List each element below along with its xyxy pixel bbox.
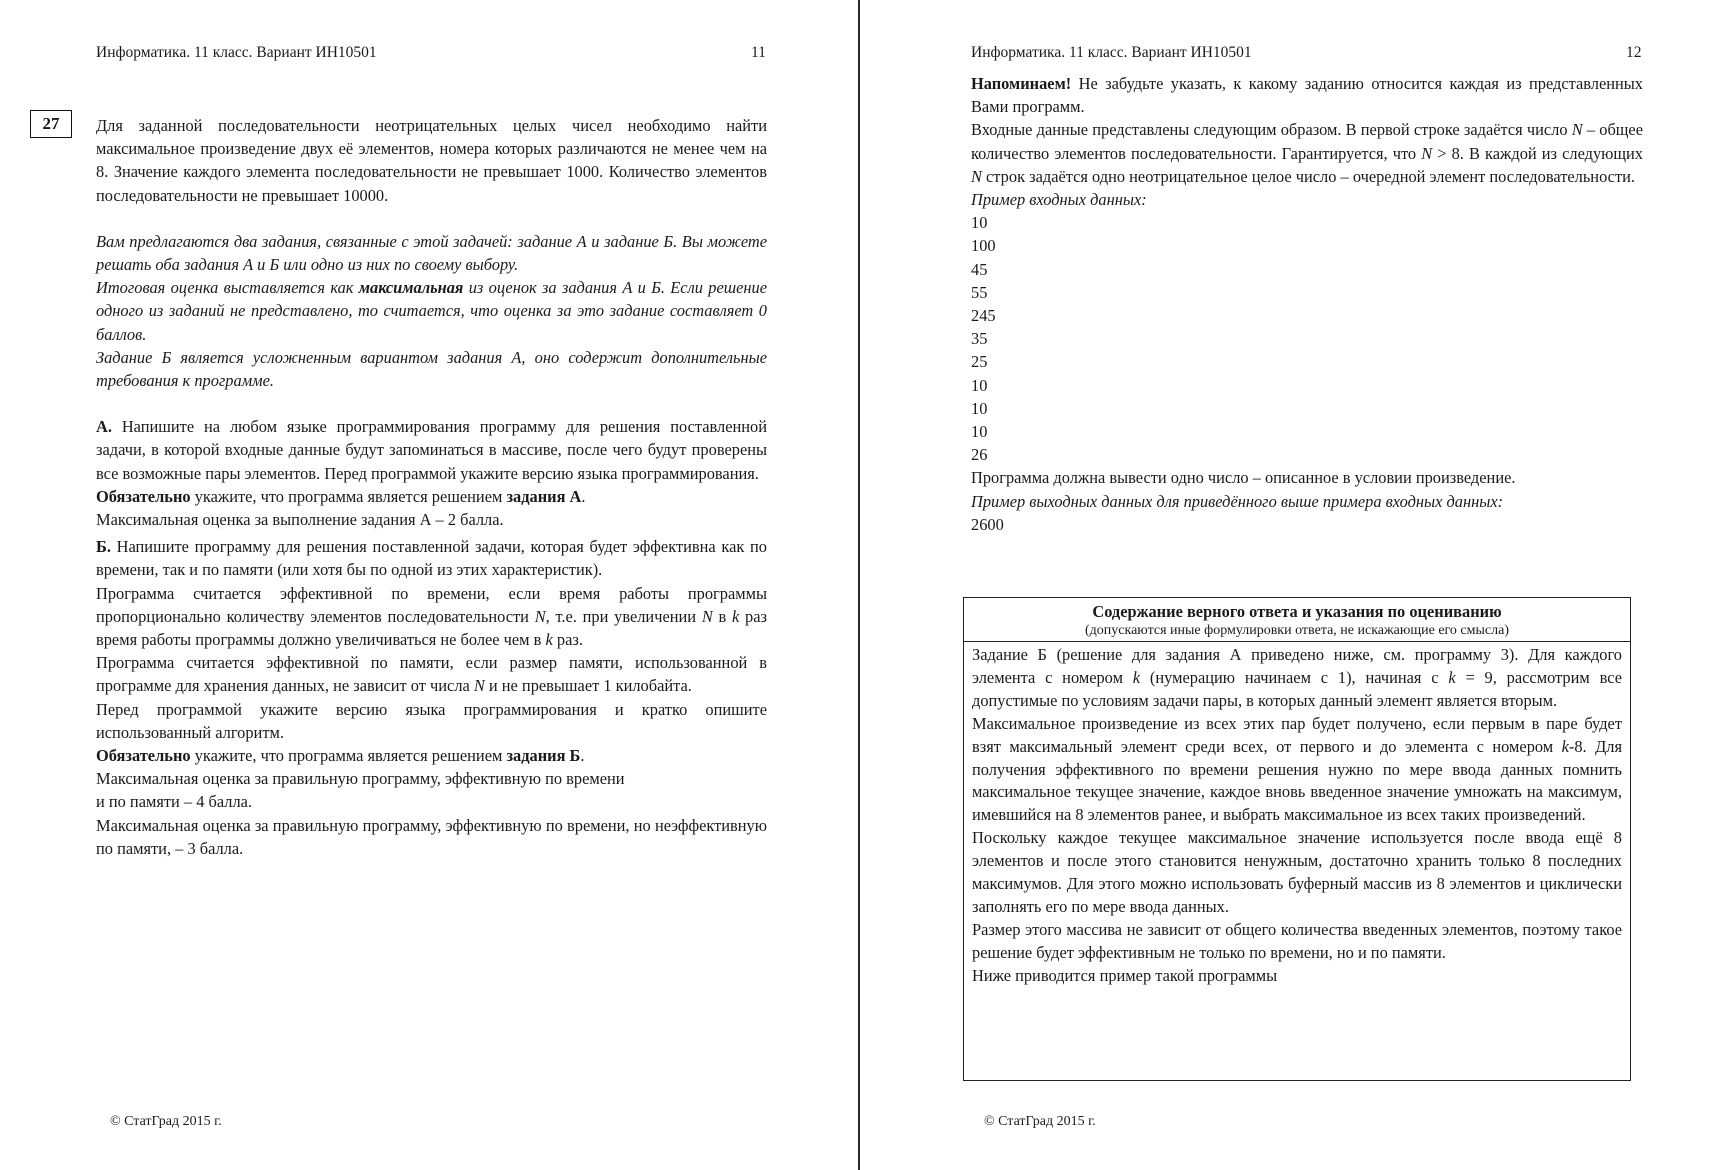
answer-title: Содержание верного ответа и указания по оцениванию [1092, 602, 1502, 621]
left-page [0, 0, 858, 1170]
header-title: Информатика. 11 класс. Вариант ИН10501 [96, 44, 377, 61]
example-input-line: 45 [971, 259, 988, 279]
reminder: Напоминаем! Не забудьте указать, к какому заданию относится каждая из представленных Вами программ. [971, 74, 1643, 117]
answer-body [964, 642, 1630, 988]
example-input-line: 100 [971, 236, 996, 256]
input-format: Входные данные представлены следующим образом. В первой строке задаётся число N – общее количество элементов последовательности. Гарантируется, что N > 8. В каждой из следующих N строк задаётся одно неотрицательное целое число – очередной элемент последовательности. [971, 120, 1643, 186]
task-note-1: Вам предлагаются два задания, связанные с этой задачей: задание А и задание Б. Вы можете решать оба задания А и Б или одно из них по своему выбору. [96, 231, 767, 275]
example-input-line: 10 [971, 422, 988, 442]
example-input-label: Пример входных данных: [971, 190, 1147, 210]
task-b-required: Обязательно укажите, что программа является решением задания Б. [96, 746, 585, 766]
output-description: Программа должна вывести одно число – описанное в условии произведение. [971, 468, 1516, 488]
example-input-list [971, 211, 1643, 466]
task-b-max-score-2: Максимальная оценка за правильную программу, эффективную по времени, но неэффективную по памяти, – 3 балла. [96, 815, 767, 858]
task-intro: Для заданной последовательности неотрицательных целых чисел необходимо найти максимальное произведение двух её элементов, номера которых различаются не менее чем на 8. Значение каждого элемента последовательности не превышает 1000. Количество элементов последовательности не превышает 10000. [96, 116, 767, 205]
right-page-body [971, 72, 1643, 536]
example-input-line: 10 [971, 398, 988, 418]
example-input-line: 25 [971, 352, 988, 372]
answer-subtitle: (допускаются иные формулировки ответа, не искажающие его смысла) [1085, 623, 1509, 638]
answer-box [963, 597, 1631, 1081]
example-input-line: 245 [971, 306, 996, 326]
task-number-box: 27 [30, 110, 72, 138]
right-page-footer: © СтатГрад 2015 г. [984, 1114, 1096, 1129]
task-b-max-score-1: Максимальная оценка за правильную программу, эффективную по времени и по памяти – 4 балла. [96, 769, 625, 812]
page-number: 12 [1626, 44, 1642, 61]
answer-paragraph-3: Поскольку каждое текущее максимальное значение используется после ввода ещё 8 элементов и после этого становится ненужным, достаточно хранить только 8 последних максимумов. Для этого можно использовать буферный массив из 8 элементов и циклически заполнять его по мере ввода данных. [972, 828, 1622, 916]
task-note-2: Итоговая оценка выставляется как максимальная из оценок за задания А и Б. Если решение одного из заданий не представлено, то считается, что оценка за это задание составляет 0 баллов. [96, 278, 767, 344]
example-output: 2600 [971, 514, 1004, 534]
header-title: Информатика. 11 класс. Вариант ИН10501 [971, 44, 1252, 61]
answer-header [964, 598, 1630, 642]
example-input-line: 10 [971, 375, 988, 395]
left-page-footer: © СтатГрад 2015 г. [110, 1114, 222, 1129]
example-input-line: 26 [971, 445, 988, 465]
task-b-description: Б. Напишите программу для решения поставленной задачи, которая будет эффективна как по времени, так и по памяти (или хотя бы по одной из этих характеристик). [96, 537, 767, 580]
task-note-3: Задание Б является усложненным вариантом задания А, оно содержит дополнительные требования к программе. [96, 347, 767, 391]
right-page [860, 0, 1718, 1170]
page-number: 11 [751, 44, 766, 61]
right-page-header [971, 44, 1643, 62]
left-page-body [96, 114, 767, 860]
example-input-line: 35 [971, 329, 988, 349]
answer-paragraph-1: Задание Б (решение для задания А приведено ниже, см. программу 3). Для каждого элемента с номером k (нумерацию начинаем с 1), начиная с k = 9, рассмотрим все допустимые по условиям задачи пары, в которых данный элемент является вторым. [972, 645, 1622, 710]
example-input-line: 10 [971, 213, 988, 233]
task-a-required: Обязательно укажите, что программа является решением задания А. [96, 486, 586, 506]
left-page-header [96, 44, 766, 62]
task-b-time-efficiency: Программа считается эффективной по времени, если время работы программы пропорционально количеству элементов последовательности N, т.е. при увеличении N в k раз время работы программы должно увеличиваться не более чем в k раз. [96, 583, 768, 650]
task-a-max-score: Максимальная оценка за выполнение задания А – 2 балла. [96, 510, 504, 530]
answer-paragraph-4: Размер этого массива не зависит от общего количества введенных элементов, поэтому такое решение будет эффективным не только по времени, но и по памяти. [972, 919, 1622, 962]
example-input-line: 55 [971, 282, 988, 302]
task-a-description: А. Напишите на любом языке программирования программу для решения поставленной задачи, в которой входные данные будут запоминаться в массиве, после чего будут проверены все возможные пары элементов. Перед программой укажите версию языка программирования. [96, 417, 767, 483]
example-output-label: Пример выходных данных для приведённого выше примера входных данных: [971, 491, 1504, 511]
task-b-memory-efficiency: Программа считается эффективной по памяти, если размер памяти, использованной в программе для хранения данных, не зависит от числа N и не превышает 1 килобайта. [96, 653, 767, 696]
answer-paragraph-5: Ниже приводится пример такой программы [972, 965, 1278, 985]
answer-paragraph-2: Максимальное произведение из всех этих пар будет получено, если первым в паре будет взят максимальный элемент среди всех, от первого и до элемента с номером k-8. Для получения эффективного по времени решения нужно по мере ввода данных помнить максимальное текущее значение, каждое вновь введенное значение умножать на максимум, имевшийся на 8 элементов ранее, и выбрать максимальное из всех таких произведений. [972, 713, 1622, 825]
task-b-version: Перед программой укажите версию языка программирования и кратко опишите использованный алгоритм. [96, 699, 767, 742]
